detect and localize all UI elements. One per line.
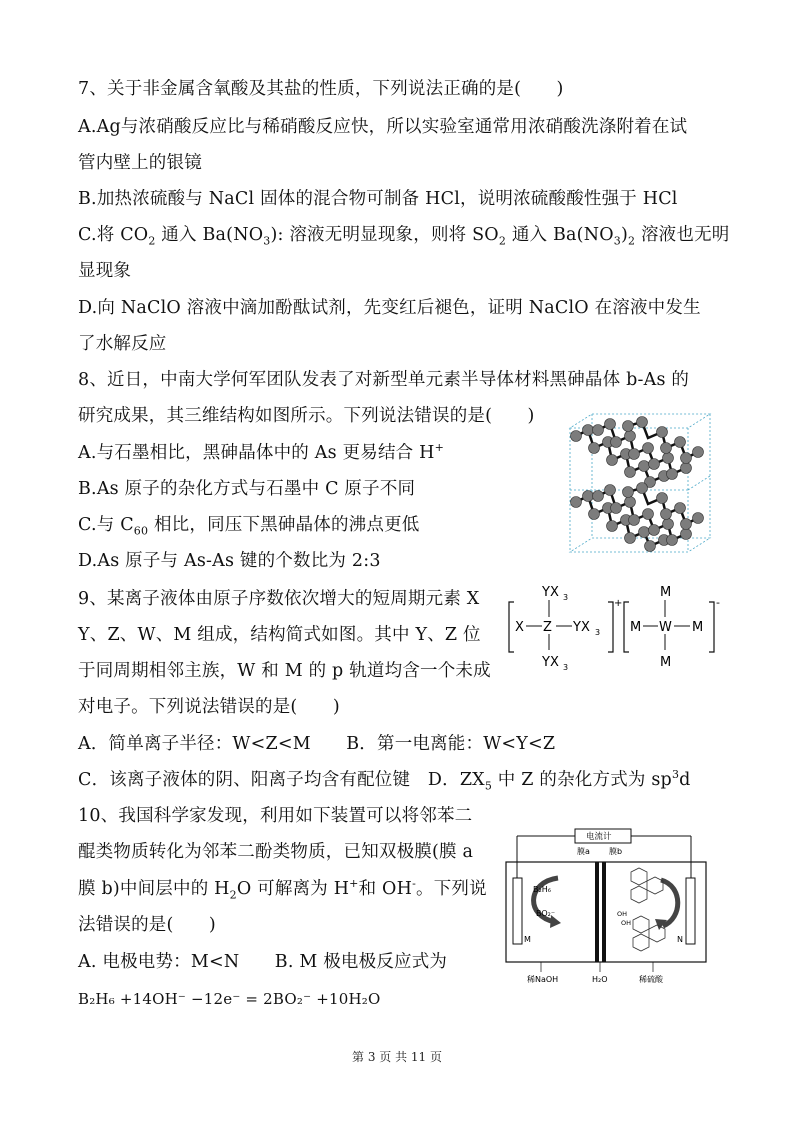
h2o-label: H₂O [592,975,608,984]
q10-options-ab: A. 电极电势：M<N B. M 极电极反应式为 [78,952,448,972]
cation-z-label: Z [543,620,552,635]
q8-option-d: D.As 原子与 As-As 键的个数比为 2:3 [78,551,381,571]
q10-stem-line4: 法错误的是( ) [78,915,216,935]
anion-top-m-label: M [660,585,672,600]
cation-bottom-yx-label: YX [542,655,559,670]
q7-option-d-line1: D.向 NaClO 溶液中滴加酚酞试剂，先变红后褪色，证明 NaClO 在溶液中发生 [78,298,701,318]
cation-charge: + [614,598,623,609]
q7-option-c-line1: C.将 $CO_2$ 通入 $Ba(NO_3)$: 溶液无明显现象，则将 $SO_2$ 通入 $Ba(NO_3)_2$ 溶液也无明 [78,225,730,248]
q8-option-b: B.As 原子的杂化方式与石墨中 C 原子不同 [78,479,416,499]
q7-stem: 7、关于非金属含氧酸及其盐的性质，下列说法正确的是( ) [78,79,564,99]
q10-stem-line2: 醌类物质转化为邻苯二酚类物质，已知双极膜(膜 a [78,842,474,862]
cation-right-yx-label: YX [573,620,590,635]
bo2-label: BO₂⁻ [536,909,556,918]
anion-w-label: W [659,620,672,635]
q9-stem-line4: 对电子。下列说法错误的是( ) [78,697,340,717]
anion-bottom-m-label: M [660,655,672,670]
catechol-oh-label-1: OH [617,910,628,918]
q8-stem-line2: 研究成果，其三维结构如图所示。下列说法错误的是( ) [78,406,535,426]
electrode-m-label: M [524,935,531,944]
naoh-label: 稀NaOH [527,975,559,984]
q9-stem-line3: 于同周期相邻主族，W 和 M 的 p 轨道均含一个未成 [78,661,491,681]
electrode-n-label: N [677,935,683,944]
current-meter-label: 电流计 [586,832,612,842]
q9-options-ab: A．简单离子半径：W<Z<M B．第一电离能：W<Y<Z [78,734,556,754]
svg-text:3: 3 [563,593,569,602]
q7-option-d-line2: 了水解反应 [78,334,167,354]
q7-option-c-line2: 显现象 [78,261,132,281]
ionic-liquid-structure-figure [506,580,726,676]
q8-option-a: A.与石墨相比，黑砷晶体中的 As 更易结合 H+ [78,441,444,463]
membrane-a-label: 膜a [577,847,590,856]
cation-x-label: X [515,620,524,635]
q10-equation: B₂H₆ +14OH⁻ −12e⁻ = 2BO₂⁻ +10H₂O [78,990,381,1008]
b2h6-label: B₂H₆ [533,885,551,894]
q7-option-a-line1: A.Ag与浓硝酸反应比与稀硝酸反应快，所以实验室通常用浓硝酸洗涤附着在试 [78,117,688,137]
q10-stem-line3: 膜 b)中间层中的 $H_2O$ 可解离为 H+和 OH-。下列说 [78,877,487,902]
electrolysis-device-figure [503,826,713,990]
svg-text:3: 3 [595,628,601,637]
catechol-oh-label-2: OH [621,919,632,927]
membrane-b-label: 膜b [609,847,623,856]
black-arsenic-crystal-figure [558,410,718,560]
anion-left-m-label: M [630,620,642,635]
q7-option-b: B.加热浓硫酸与 NaCl 固体的混合物可制备 HCl，说明浓硫酸酸性强于 HCl [78,189,678,209]
q9-options-cd: C．该离子液体的阴、阳离子均含有配位键 D．$ZX_5$ 中 Z 的杂化方式为 $sp^3d$ [78,768,691,793]
svg-text:3: 3 [563,663,569,672]
q8-option-c: C.与 $C_{60}$ 相比，同压下黑砷晶体的沸点更低 [78,515,420,538]
q7-option-a-line2: 管内壁上的银镜 [78,153,202,173]
q10-stem-line1: 10、我国科学家发现，利用如下装置可以将邻苯二 [78,806,473,826]
q8-stem-line1: 8、近日，中南大学何军团队发表了对新型单元素半导体材料黑砷晶体 b-As 的 [78,370,690,390]
anion-charge: - [716,596,720,609]
page-footer: 第 3 页 共 11 页 [352,1050,442,1064]
q9-stem-line1: 9、某离子液体由原子序数依次增大的短周期元素 X [78,589,480,609]
cation-top-yx-label: YX [542,585,559,600]
q9-stem-line2: Y、Z、W、M 组成，结构简式如图。其中 Y、Z 位 [78,625,481,645]
h2so4-label: 稀硫酸 [639,975,663,984]
anion-right-m-label: M [692,620,704,635]
